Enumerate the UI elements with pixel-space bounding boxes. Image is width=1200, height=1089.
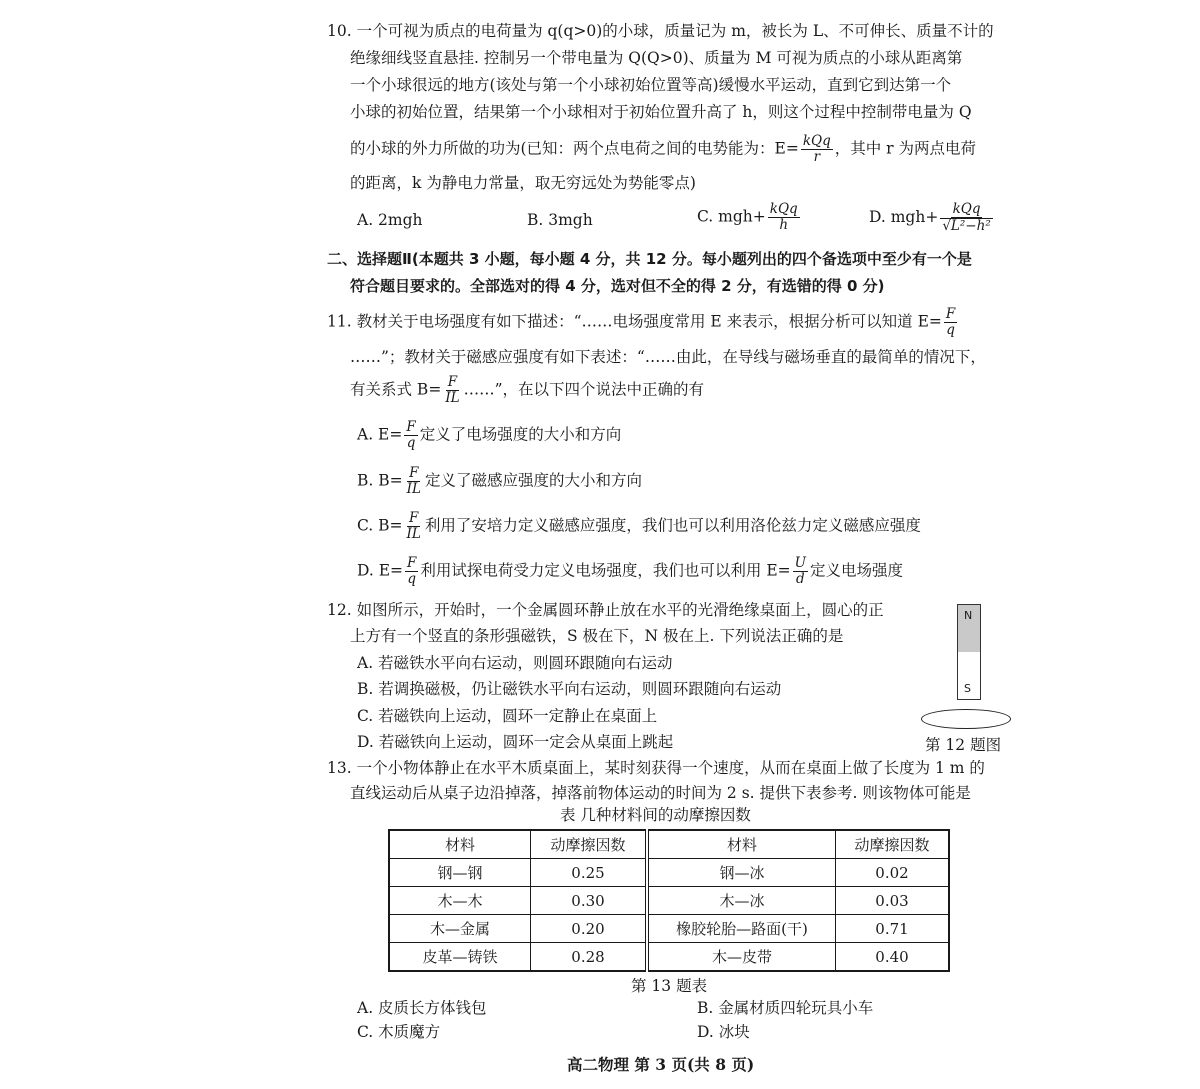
fraction-numerator: F <box>409 465 419 481</box>
q13-option-a[interactable]: A. 皮质长方体钱包 <box>357 999 487 1017</box>
table-cell: 钢—冰 <box>647 859 836 887</box>
q10-line-5-text-b: ，其中 r 为两点电荷 <box>834 139 977 158</box>
table-header-cell: 动摩擦因数 <box>836 830 950 859</box>
option-fraction <box>405 511 423 542</box>
fraction-numerator: kQq <box>769 201 798 217</box>
table-cell: 0.03 <box>836 887 950 915</box>
option-fraction <box>940 202 992 234</box>
table-row <box>389 915 949 943</box>
table-cell: 0.30 <box>531 887 648 915</box>
table-row <box>389 859 949 887</box>
fraction-numerator: F <box>409 510 419 526</box>
q11-option-a[interactable] <box>357 420 621 451</box>
fraction-numerator: F <box>945 306 956 322</box>
fraction-numerator: kQq <box>952 201 981 217</box>
fraction-denominator: q <box>406 435 416 451</box>
friction-coefficient-table <box>388 829 950 972</box>
option-text: 利用试探电荷受力定义电场强度，我们也可以利用 E= <box>420 561 791 580</box>
q11-b-fraction <box>443 375 461 406</box>
q13-option-b[interactable]: B. 金属材质四轮玩具小车 <box>697 999 874 1017</box>
q10-line-1: 10. 一个可视为质点的电荷量为 q(q>0)的小球，质量记为 m，被长为 L、不可伸长、质量不计的 <box>327 22 994 40</box>
table-cell: 0.40 <box>836 943 950 972</box>
section-2-header-line-2: 符合题目要求的。全部选对的得 4 分，选对但不全的得 2 分，有选错的得 0 分) <box>350 277 885 295</box>
table-cell: 木—冰 <box>647 887 836 915</box>
option-text: C. mgh+ <box>697 207 766 226</box>
q13-table-caption: 第 13 题表 <box>631 977 708 995</box>
q10-line-5 <box>350 134 976 165</box>
table-cell: 木—皮带 <box>647 943 836 972</box>
table-cell: 橡胶轮胎—路面(干) <box>647 915 836 943</box>
q10-line-4: 小球的初始位置，结果第一个小球相对于初始位置升高了 h，则这个过程中控制带电量为 Q <box>350 103 972 121</box>
option-text: D. E= <box>357 561 404 580</box>
section-2-header-line-1: 二、选择题Ⅱ(本题共 3 小题，每小题 4 分，共 12 分。每小题列出的四个备选项中至少有一个是 <box>327 250 972 268</box>
option-fraction-2 <box>793 556 808 587</box>
option-text: B. B= <box>357 471 403 490</box>
fraction-denominator: IL <box>445 390 460 406</box>
option-text: C. B= <box>357 516 403 535</box>
table-cell: 0.02 <box>836 859 950 887</box>
q13-line-1: 13. 一个小物体静止在水平木质桌面上，某时刻获得一个速度，从而在桌面上做了长度为 1 m 的 <box>327 759 985 777</box>
q10-option-d[interactable] <box>869 202 995 234</box>
page-footer: 高二物理 第 3 页(共 8 页) <box>567 1055 755 1074</box>
q11-line-3-text-b: ……”，在以下四个说法中正确的有 <box>463 380 705 399</box>
q10-line-5-text-a: 的小球的外力所做的功为(已知：两个点电荷之间的电势能为：E= <box>350 139 799 158</box>
fraction-denominator: IL <box>406 481 421 497</box>
q11-option-b[interactable] <box>357 466 642 497</box>
q11-option-d[interactable] <box>357 556 903 587</box>
metal-ring-figure <box>921 709 1011 729</box>
fraction-denominator: r <box>813 149 821 165</box>
fraction-numerator: F <box>406 419 416 435</box>
q13-option-c[interactable]: C. 木质魔方 <box>357 1023 441 1041</box>
q10-option-a[interactable]: A. 2mgh <box>357 211 423 229</box>
q11-line-1-text: 11. 教材关于电场强度有如下描述：“……电场强度常用 E 来表示，根据分析可以知道 E= <box>327 312 942 331</box>
table-cell: 0.71 <box>836 915 950 943</box>
table-row <box>389 887 949 915</box>
magnet-north-label: N <box>964 609 973 622</box>
q11-line-1 <box>327 307 959 338</box>
q11-option-c[interactable] <box>357 511 921 542</box>
bar-magnet-figure <box>957 604 981 700</box>
fraction-denominator: IL <box>406 526 421 542</box>
q11-line-3-text-a: 有关系式 B= <box>350 380 442 399</box>
q10-option-c[interactable] <box>697 202 802 233</box>
fraction-denominator: q <box>407 571 417 587</box>
q12-option-d[interactable]: D. 若磁铁向上运动，圆环一定会从桌面上跳起 <box>357 733 674 751</box>
q10-line-6: 的距离，k 为静电力常量，取无穷远处为势能零点) <box>350 174 696 192</box>
q13-table-title: 表 几种材料间的动摩擦因数 <box>560 806 751 824</box>
q12-line-1: 12. 如图所示，开始时，一个金属圆环静止放在水平的光滑绝缘桌面上，圆心的正 <box>327 601 884 619</box>
table-cell: 0.25 <box>531 859 648 887</box>
fraction-denominator: √L²−h² <box>942 218 991 234</box>
fraction-numerator: U <box>794 555 807 571</box>
q12-figure-caption: 第 12 题图 <box>925 736 1002 754</box>
option-fraction <box>405 556 418 587</box>
fraction-denominator: d <box>796 571 805 587</box>
fraction-numerator: F <box>447 374 458 390</box>
table-cell: 木—木 <box>389 887 531 915</box>
q10-line-3: 一个小球很远的地方(该处与第一个小球初始位置等高)缓慢水平运动，直到它到达第一个 <box>350 76 952 94</box>
table-cell: 0.20 <box>531 915 648 943</box>
magnet-south-label: S <box>964 682 971 695</box>
q10-option-b[interactable]: B. 3mgh <box>527 211 593 229</box>
q11-line-3 <box>350 375 704 406</box>
table-cell: 0.28 <box>531 943 648 972</box>
fraction-numerator: F <box>407 555 417 571</box>
option-text: 利用了安培力定义磁感应强度，我们也可以利用洛伦兹力定义磁感应强度 <box>424 516 921 535</box>
q10-energy-fraction <box>801 134 833 165</box>
table-row <box>389 943 949 972</box>
q11-e-fraction <box>944 307 957 338</box>
option-fraction <box>768 202 800 233</box>
option-text: D. mgh+ <box>869 208 939 226</box>
q12-option-c[interactable]: C. 若磁铁向上运动，圆环一定静止在桌面上 <box>357 707 658 725</box>
option-text: 定义了电场强度的大小和方向 <box>419 425 622 444</box>
table-header-cell: 材料 <box>389 830 531 859</box>
q13-line-2: 直线运动后从桌子边沿掉落，掉落前物体运动的时间为 2 s. 提供下表参考. 则该物体可能是 <box>350 784 971 802</box>
table-cell: 钢—钢 <box>389 859 531 887</box>
q12-option-b[interactable]: B. 若调换磁极，仍让磁铁水平向右运动，则圆环跟随向右运动 <box>357 680 782 698</box>
fraction-numerator: kQq <box>802 133 831 149</box>
option-text: A. E= <box>357 425 403 444</box>
q10-line-2: 绝缘细线竖直悬挂. 控制另一个带电量为 Q(Q>0)、质量为 M 可视为质点的小球从距离第 <box>350 49 963 67</box>
table-header-cell: 材料 <box>647 830 836 859</box>
q12-line-2: 上方有一个竖直的条形强磁铁，S 极在下，N 极在上. 下列说法正确的是 <box>350 627 844 645</box>
option-text: 定义了磁感应强度的大小和方向 <box>424 471 642 490</box>
table-cell: 皮革—铸铁 <box>389 943 531 972</box>
fraction-denominator: q <box>946 322 955 338</box>
q11-line-2: ……”；教材关于磁感应强度有如下表述：“……由此，在导线与磁场垂直的最简单的情况下， <box>350 348 986 366</box>
fraction-denominator: h <box>779 217 789 233</box>
option-fraction <box>404 420 417 451</box>
option-text: 定义电场强度 <box>810 561 904 580</box>
table-cell: 木—金属 <box>389 915 531 943</box>
q13-option-d[interactable]: D. 冰块 <box>697 1023 750 1041</box>
option-fraction <box>405 466 423 497</box>
q12-option-a[interactable]: A. 若磁铁水平向右运动，则圆环跟随向右运动 <box>357 654 673 672</box>
table-header-row <box>389 830 949 859</box>
table-header-cell: 动摩擦因数 <box>531 830 648 859</box>
